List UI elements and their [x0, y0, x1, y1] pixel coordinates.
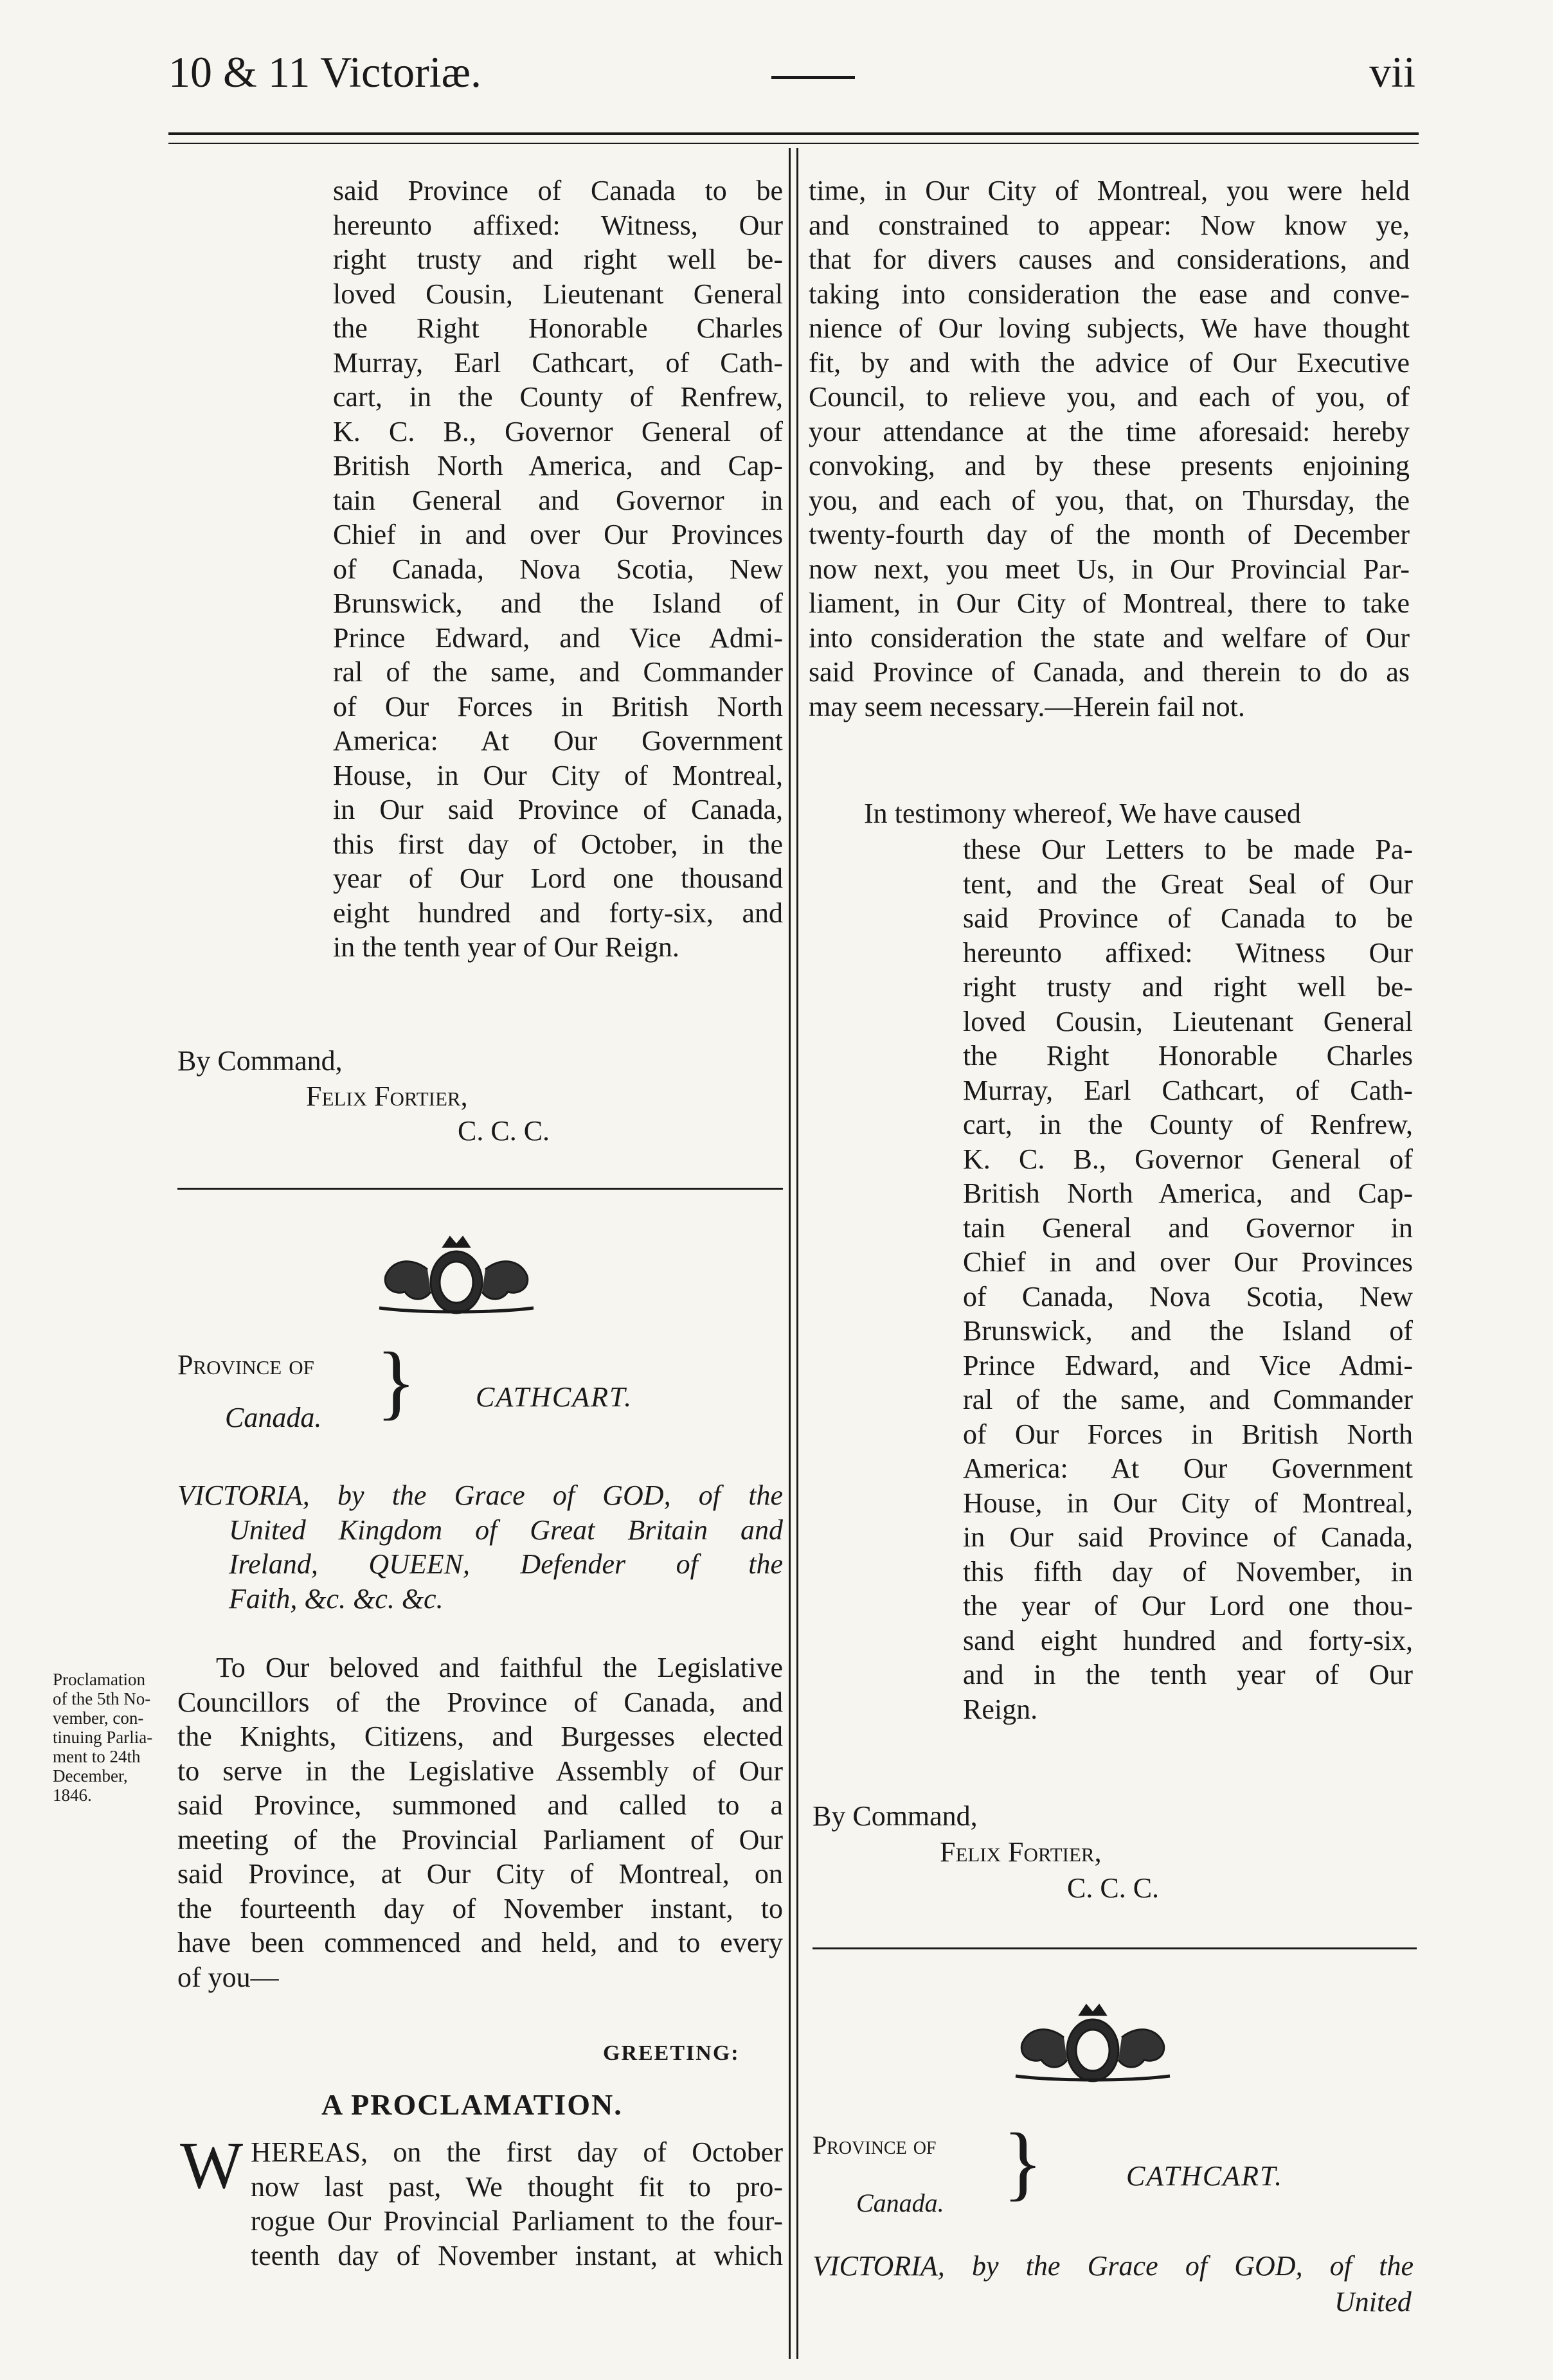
testimony-line: said Province of Canada to be [963, 902, 1413, 934]
body-line: convoking, and by these presents enjoining [809, 450, 1410, 481]
by-command-left: By Command, [177, 1045, 343, 1077]
body-line: Council, to relieve you, and each of you, of [809, 381, 1410, 413]
body-line: into consideration the state and welfare of Our [809, 622, 1410, 654]
testimony-line: Brunswick, and the Island of [963, 1315, 1413, 1347]
testimony-first: In testimony whereof, We have caused [864, 798, 1301, 829]
victoria-right-line1: VICTORIA, by the Grace of GOD, of the [812, 2250, 1414, 2282]
witness-line: cart, in the County of Renfrew, [333, 381, 783, 413]
victoria-right-line2: United [1334, 2286, 1412, 2318]
body-line: and constrained to appear: Now know ye, [809, 209, 1410, 241]
witness-line: Brunswick, and the Island of [333, 587, 783, 619]
body-line: nience of Our loving subjects, We have thought [809, 312, 1410, 344]
victoria-line: Faith, &c. &c. &c. [229, 1582, 444, 1615]
signer-right: Felix Fortier, [940, 1836, 1102, 1868]
witness-line: of Our Forces in British North [333, 690, 783, 722]
testimony-line: in Our said Province of Canada, [963, 1521, 1413, 1553]
header-rule-thin [168, 143, 1419, 144]
proclamation-heading: A PROCLAMATION. [321, 2088, 623, 2121]
testimony-line: Reign. [963, 1693, 1038, 1725]
signer-left: Felix Fortier, [306, 1080, 468, 1112]
testimony-line: Chief in and over Our Provinces [963, 1246, 1413, 1278]
whereas-line: teenth day of November instant, at which [251, 2239, 783, 2271]
testimony-line: of Our Forces in British North [963, 1418, 1413, 1450]
witness-line: in the tenth year of Our Reign. [333, 931, 679, 963]
testimony-line: ral of the same, and Commander [963, 1384, 1413, 1415]
page-number: vii [1369, 48, 1415, 96]
witness-line: said Province of Canada to be [333, 175, 783, 206]
testimony-line: hereunto affixed: Witness Our [963, 936, 1413, 969]
testimony-line: sand eight hundred and forty-six, [963, 1624, 1413, 1656]
witness-line: British North America, and Cap- [333, 450, 783, 481]
victoria-line: United Kingdom of Great Britain and [229, 1514, 783, 1546]
witness-line: hereunto affixed: Witness, Our [333, 209, 783, 241]
testimony-line: America: At Our Government [963, 1453, 1413, 1484]
brace-left: } [376, 1336, 417, 1428]
signer-title-left: C. C. C. [458, 1115, 550, 1147]
witness-line: Chief in and over Our Provinces [333, 519, 783, 550]
header-rule [168, 132, 1419, 135]
province-of-right: Province of [812, 2131, 937, 2160]
testimony-block [963, 832, 1413, 1726]
whereas-line: HEREAS, on the first day of October [251, 2136, 783, 2168]
testimony-line: British North America, and Cap- [963, 1177, 1413, 1209]
royal-crest-icon [366, 1231, 546, 1321]
margin-note-line: tinuing Parlia- [53, 1728, 153, 1747]
address-line: the fourteenth day of November instant, to [177, 1892, 783, 1924]
body-line: said Province of Canada, and therein to do as [809, 656, 1410, 688]
address-line: to serve in the Legislative Assembly of Our [177, 1755, 783, 1787]
testimony-line: the Right Honorable Charles [963, 1040, 1413, 1071]
cathcart-left: CATHCART. [476, 1381, 633, 1413]
victoria-line: VICTORIA, by the Grace of GOD, of the [177, 1480, 783, 1511]
testimony-line: tain General and Governor in [963, 1212, 1413, 1244]
address-line: said Province, at Our City of Montreal, on [177, 1858, 783, 1890]
witness-line: this first day of October, in the [333, 828, 783, 860]
testimony-line: of Canada, Nova Scotia, New [963, 1280, 1413, 1312]
testimony-line: and in the tenth year of Our [963, 1659, 1413, 1690]
body-line: that for divers causes and considerations, and [809, 244, 1410, 275]
witness-line: ral of the same, and Commander [333, 656, 783, 688]
margin-note-line: of the 5th No- [53, 1689, 151, 1708]
margin-note-line: 1846. [53, 1785, 92, 1805]
by-command-right: By Command, [812, 1800, 978, 1832]
witness-line: right trusty and right well be- [333, 244, 783, 275]
body-line: you, and each of you, that, on Thursday, the [809, 484, 1410, 516]
testimony-line: loved Cousin, Lieutenant General [963, 1005, 1413, 1037]
witness-line: the Right Honorable Charles [333, 312, 783, 344]
witness-line: House, in Our City of Montreal, [333, 759, 783, 791]
address-line: Councillors of the Province of Canada, and [177, 1686, 783, 1718]
whereas-line: rogue Our Provincial Parliament to the four- [251, 2205, 783, 2237]
column-divider [789, 148, 791, 2359]
testimony-line: cart, in the County of Renfrew, [963, 1109, 1413, 1140]
witness-line: in Our said Province of Canada, [333, 794, 783, 825]
address-block [177, 1651, 783, 1994]
signer-title-right: C. C. C. [1067, 1872, 1160, 1904]
testimony-line: Prince Edward, and Vice Admi- [963, 1349, 1413, 1381]
body-line: may seem necessary.—Herein fail not. [809, 690, 1245, 722]
witness-line: America: At Our Government [333, 725, 783, 756]
whereas-line: now last past, We thought fit to pro- [251, 2170, 783, 2203]
testimony-line: tent, and the Great Seal of Our [963, 868, 1413, 900]
greeting: GREETING: [603, 2041, 740, 2065]
witness-line: year of Our Lord one thousand [333, 863, 783, 894]
address-line: have been commenced and held, and to every [177, 1927, 783, 1958]
testimony-line: these Our Letters to be made Pa- [963, 834, 1413, 865]
address-line: of you— [177, 1961, 279, 1993]
testimony-line: the year of Our Lord one thou- [963, 1590, 1413, 1622]
margin-note-line: vember, con- [53, 1708, 144, 1728]
body-line: taking into consideration the ease and conve- [809, 278, 1410, 310]
dropcap-w: W [180, 2129, 244, 2203]
witness-line: eight hundred and forty-six, and [333, 897, 783, 929]
margin-note [53, 1670, 181, 1805]
testimony-line: Murray, Earl Cathcart, of Cath- [963, 1074, 1413, 1106]
whereas-block [251, 2135, 783, 2273]
body-line: liament, in Our City of Montreal, there to take [809, 587, 1410, 619]
testimony-line: this fifth day of November, in [963, 1555, 1413, 1588]
witness-line: loved Cousin, Lieutenant General [333, 278, 783, 310]
address-line: meeting of the Provincial Parliament of Our [177, 1823, 783, 1856]
left-witness-block [333, 174, 783, 965]
address-line: said Province, summoned and called to a [177, 1789, 783, 1821]
canada-left: Canada. [225, 1402, 322, 1433]
witness-line: Prince Edward, and Vice Admi- [333, 622, 783, 654]
section-rule-right [812, 1947, 1417, 1949]
address-line: To Our beloved and faithful the Legislative [216, 1652, 783, 1683]
victoria-line: Ireland, QUEEN, Defender of the [229, 1548, 783, 1580]
body-line: twenty-fourth day of the month of December [809, 519, 1410, 550]
body-line: time, in Our City of Montreal, you were held [809, 175, 1410, 206]
brace-right: } [1003, 2116, 1043, 2209]
witness-line: Murray, Earl Cathcart, of Cath- [333, 346, 783, 379]
cathcart-right: CATHCART. [1126, 2160, 1284, 2192]
section-rule-left [177, 1188, 783, 1190]
right-body-block [809, 174, 1410, 724]
testimony-line: House, in Our City of Montreal, [963, 1487, 1413, 1519]
margin-note-line: December, [53, 1766, 128, 1785]
witness-line: of Canada, Nova Scotia, New [333, 553, 783, 585]
province-of-left: Province of [177, 1349, 314, 1381]
body-line: fit, by and with the advice of Our Executive [809, 346, 1410, 379]
body-line: now next, you meet Us, in Our Provincial Par- [809, 553, 1410, 585]
running-header-title: 10 & 11 Victoriæ. [168, 48, 482, 96]
royal-crest-icon [1003, 1999, 1183, 2089]
victoria-style-left [177, 1478, 783, 1616]
address-line: the Knights, Citizens, and Burgesses elected [177, 1721, 783, 1752]
column-divider [796, 148, 798, 2359]
testimony-line: right trusty and right well be- [963, 971, 1413, 1003]
margin-note-line: ment to 24th [53, 1747, 141, 1766]
body-line: your attendance at the time aforesaid: hereby [809, 415, 1410, 447]
testimony-line: K. C. B., Governor General of [963, 1143, 1413, 1175]
witness-line: K. C. B., Governor General of [333, 415, 783, 447]
margin-note-line: Proclamation [53, 1670, 145, 1689]
canada-right: Canada. [856, 2188, 944, 2217]
header-dash [771, 76, 855, 79]
witness-line: tain General and Governor in [333, 484, 783, 516]
